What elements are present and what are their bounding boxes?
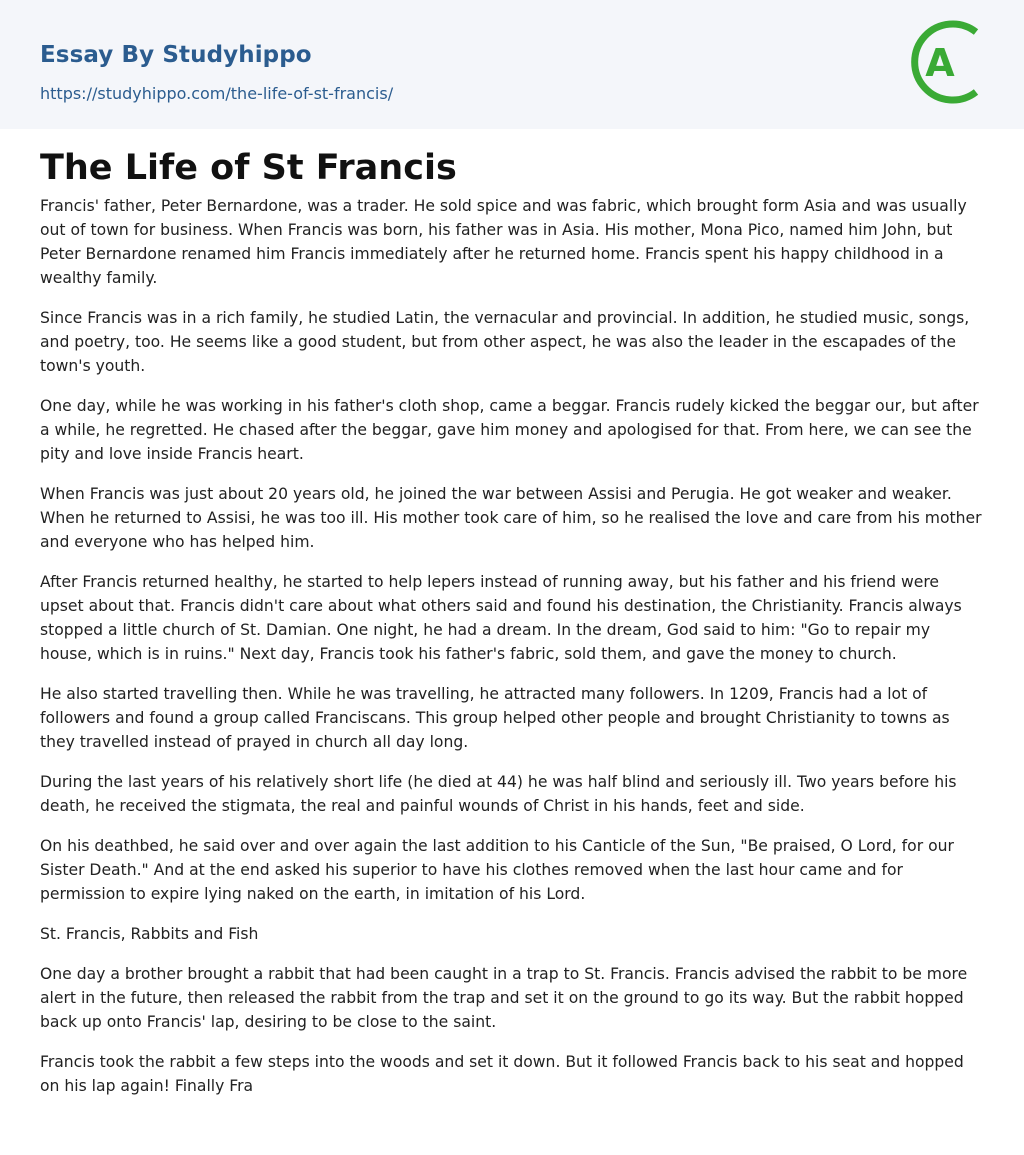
paragraph-5: After Francis returned healthy, he started to help lepers instead of running away, but his father and his friend were upset about that. Francis didn't care about what others said and found his destination, the Christianity. Francis always stopped a little church of St. Damian. One night, he had a dream. In the dream, God said to him: "Go to repair my house, which is in ruins." Next day, Francis took his father's fabric, sold them, and gave the money to church. [40,573,962,663]
paragraph-2: Since Francis was in a rich family, he studied Latin, the vernacular and provincial. In addition, he studied music, songs, and poetry, too. He seems like a good student, but from other aspect, he was also the leader in the escapades of the town's youth. [40,309,970,375]
paragraph-10: One day a brother brought a rabbit that had been caught in a trap to St. Francis. Francis advised the rabbit to be more alert in the future, then released the rabbit from the trap and set it on the ground to go its way. But the rabbit hopped back up onto Francis' lap, desiring to be close to the saint. [40,965,968,1031]
source-url-link[interactable]: https://studyhippo.com/the-life-of-st-francis/ [40,84,394,103]
site-header [0,0,1024,129]
article-body [40,194,986,1114]
paragraph-7: During the last years of his relatively short life (he died at 44) he was half blind and seriously ill. Two years before his death, he received the stigmata, the real and painful wounds of Christ in his hands, feet and side. [40,773,957,815]
brand-title: Essay By Studyhippo [40,42,312,68]
paragraph-8: On his deathbed, he said over and over again the last addition to his Canticle of the Sun, "Be praised, O Lord, for our Sister Death." And at the end asked his superior to have his clothes removed when the last hour came and for permission to expire lying naked on the earth, in imitation of his Lord. [40,837,954,903]
studyhippo-logo-icon[interactable] [908,18,988,106]
page-title: The Life of St Francis [40,148,457,188]
paragraph-3: One day, while he was working in his father's cloth shop, came a beggar. Francis rudely kicked the beggar our, but after a while, he regretted. He chased after the beggar, gave him money and apologised for that. From here, we can see the pity and love inside Francis heart. [40,397,979,463]
subheading-rabbits-and-fish: St. Francis, Rabbits and Fish [40,925,259,943]
logo-letter: A [925,41,955,85]
paragraph-6: He also started travelling then. While he was travelling, he attracted many followers. In 1209, Francis had a lot of followers and found a group called Franciscans. This group helped other people and brought Christianity to towns as they travelled instead of prayed in church all day long. [40,685,950,751]
paragraph-11-truncated: Francis took the rabbit a few steps into the woods and set it down. But it followed Francis back to his seat and hopped on his lap again! Finally Fra [40,1053,964,1095]
paragraph-1: Francis' father, Peter Bernardone, was a trader. He sold spice and was fabric, which brought form Asia and was usually out of town for business. When Francis was born, his father was in Asia. His mother, Mona Pico, named him John, but Peter Bernardone renamed him Francis immediately after he returned home. Francis spent his happy childhood in a wealthy family. [40,197,967,287]
paragraph-4: When Francis was just about 20 years old, he joined the war between Assisi and Perugia. He got weaker and weaker. When he returned to Assisi, he was too ill. His mother took care of him, so he realised the love and care from his mother and everyone who has helped him. [40,485,982,551]
